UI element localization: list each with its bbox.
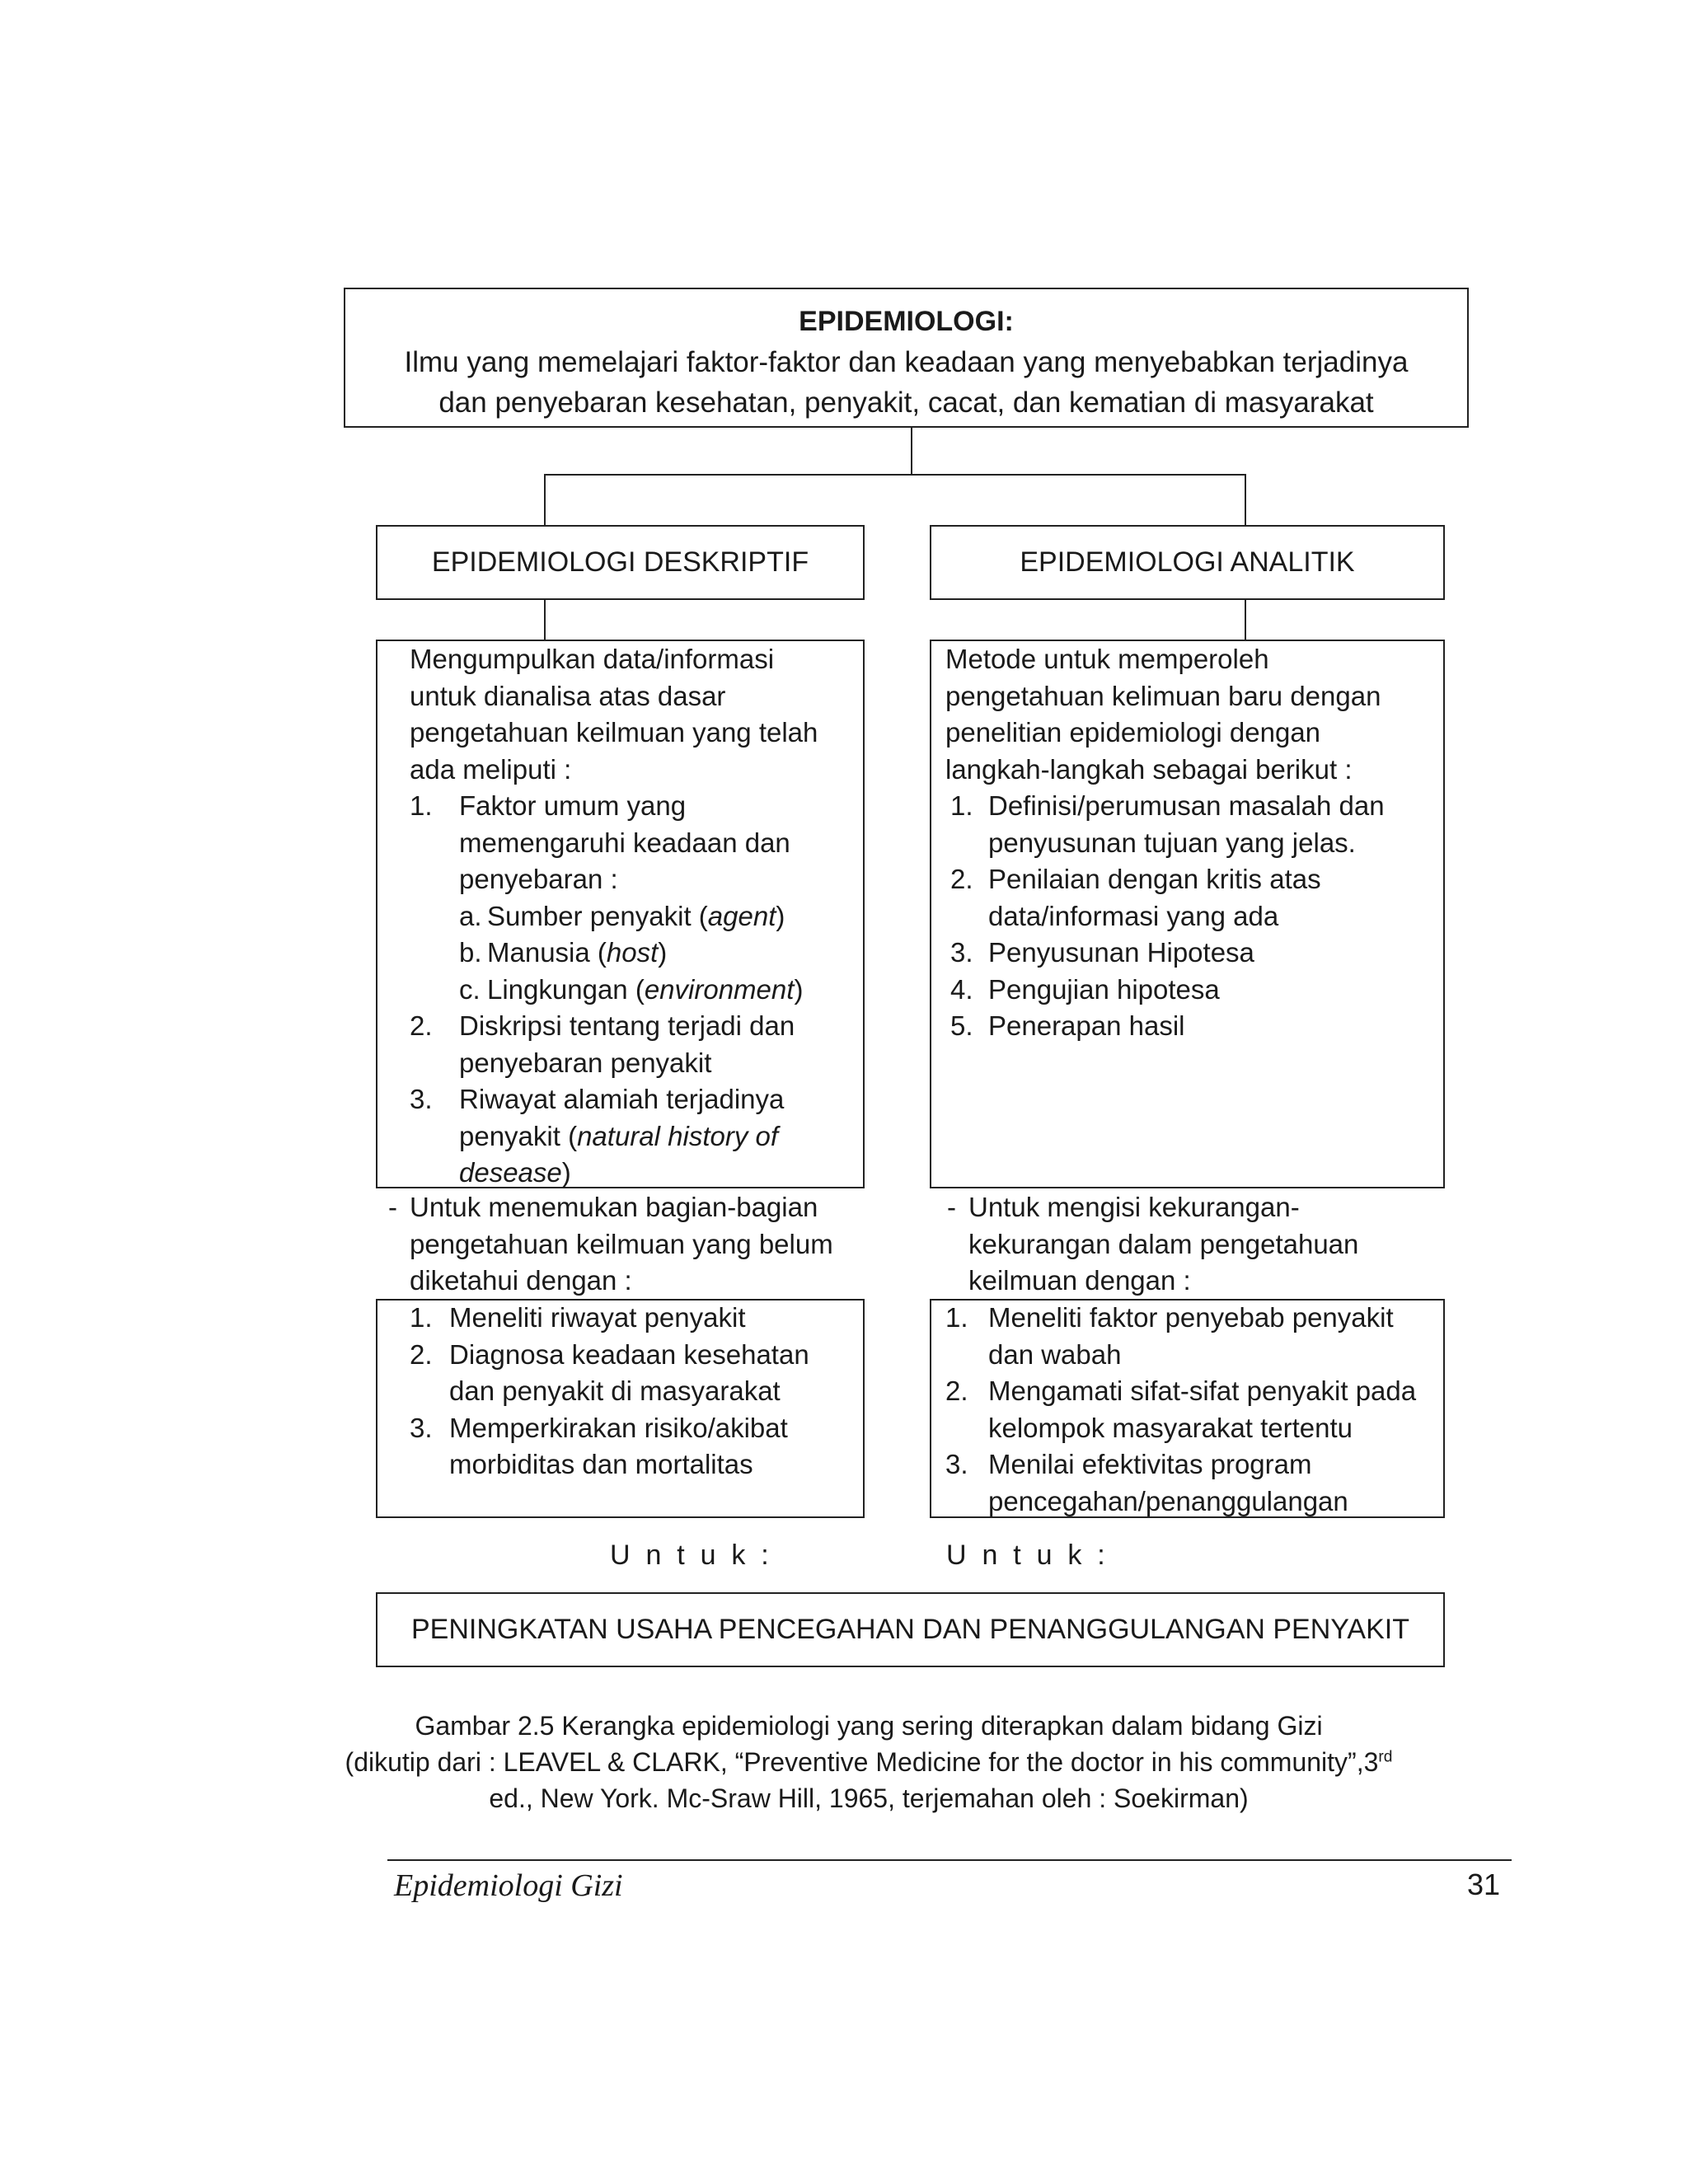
- connector-analytic-detail: [1245, 600, 1246, 640]
- definition-line-1: Ilmu yang memelajari faktor-faktor dan keadaan yang menyebabkan terjadinya: [404, 346, 1409, 378]
- list-item: 2. Diagnosa keadaan kesehatan dan penyakit di masyarakat: [410, 1338, 809, 1406]
- definition-line-2: dan penyebaran kesehatan, penyakit, cacat, dan kematian di masyarakat: [438, 387, 1374, 419]
- prevention-box: [376, 1592, 1445, 1667]
- sub-item-a: a. Sumber penyakit (agent): [459, 900, 785, 931]
- caption-line-3: ed., New York. Mc-Sraw Hill, 1965, terjemahan oleh : Soekirman): [489, 1783, 1249, 1813]
- list-item: 3. Memperkirakan risiko/akibat morbiditas dan mortalitas: [410, 1412, 788, 1479]
- descriptive-item-1: [410, 788, 838, 1008]
- descriptive-title: EPIDEMIOLOGI DESKRIPTIF: [431, 546, 809, 578]
- descriptive-detail-content: [410, 641, 838, 1192]
- list-item: 3. Penyusunan Hipotesa: [950, 937, 1254, 968]
- list-item: 1. Definisi/perumusan masalah dan penyusunan tujuan yang jelas.: [950, 790, 1385, 858]
- descriptive-untuk-label: U n t u k :: [610, 1540, 769, 1571]
- sub-item-c: c. Lingkungan (environment): [459, 973, 804, 1005]
- footer-book-title: Epidemiologi Gizi: [394, 1868, 623, 1903]
- descriptive-title-box: [376, 525, 865, 600]
- descriptive-item-1-text: Faktor umum yang memengaruhi keadaan dan penyebaran :: [459, 790, 790, 894]
- analytic-intro: Metode untuk memperoleh pengetahuan kelimuan baru dengan penelitian epidemiologi dengan langkah-langkah sebagai berikut :: [945, 644, 1381, 785]
- connector-left-drop: [544, 474, 546, 525]
- page-number: 31: [1467, 1868, 1501, 1901]
- descriptive-intro: Mengumpulkan data/informasi untuk dianalisa atas dasar pengetahuan keilmuan yang telah ada meliputi :: [410, 644, 818, 785]
- analytic-title-box: [930, 525, 1445, 600]
- descriptive-item-3: 3. Riwayat alamiah terjadinya penyakit (natural history of desease): [410, 1084, 785, 1188]
- caption-line-2: (dikutip dari : LEAVEL & CLARK, “Preventive Medicine for the doctor in his community”,3rd: [345, 1747, 1393, 1777]
- list-number: 1.: [410, 790, 433, 821]
- list-item: 5. Penerapan hasil: [950, 1010, 1185, 1041]
- list-item: 1. Meneliti faktor penyebab penyakit dan wabah: [945, 1302, 1394, 1370]
- prevention-text: PENINGKATAN USAHA PENCEGAHAN DAN PENANGGULANGAN PENYAKIT: [410, 1614, 1410, 1645]
- list-item: 1. Meneliti riwayat penyakit: [410, 1302, 746, 1333]
- analytic-detail-content: [945, 641, 1432, 1045]
- descriptive-methods-content: [410, 1300, 846, 1483]
- analytic-goal: - Untuk mengisi kekurangan-kekurangan dalam pengetahuan keilmuan dengan :: [947, 1192, 1359, 1296]
- list-item: 4. Pengujian hipotesa: [950, 973, 1220, 1005]
- analytic-title: EPIDEMIOLOGI ANALITIK: [1020, 546, 1355, 578]
- epidemiologi-definition-box: [344, 288, 1469, 428]
- sub-item-b: b. Manusia (host): [459, 937, 668, 968]
- figure-caption: [0, 1708, 1688, 1816]
- analytic-steps: [945, 788, 1432, 1045]
- list-item: 2. Mengamati sifat-sifat penyakit pada kelompok masyarakat tertentu: [945, 1376, 1417, 1443]
- definition-title: EPIDEMIOLOGI:: [799, 306, 1014, 337]
- footer-divider: [387, 1859, 1512, 1861]
- descriptive-goal: - Untuk menemukan bagian-bagian pengetahuan keilmuan yang belum diketahui dengan :: [388, 1192, 833, 1296]
- analytic-methods-content: [945, 1300, 1432, 1520]
- connector-descriptive-detail: [544, 600, 546, 640]
- analytic-untuk-label: U n t u k :: [946, 1540, 1105, 1571]
- caption-line-1: Gambar 2.5 Kerangka epidemiologi yang sering diterapkan dalam bidang Gizi: [415, 1711, 1323, 1741]
- descriptive-item-2: 2. Diskripsi tentang terjadi dan penyebaran penyakit: [410, 1010, 795, 1078]
- connector-top-vertical: [911, 428, 912, 474]
- connector-right-drop: [1245, 474, 1246, 525]
- list-item: 3. Menilai efektivitas program pencegahan/penanggulangan: [945, 1449, 1348, 1516]
- connector-horizontal: [544, 474, 1246, 476]
- list-item: 2. Penilaian dengan kritis atas data/informasi yang ada: [950, 864, 1321, 931]
